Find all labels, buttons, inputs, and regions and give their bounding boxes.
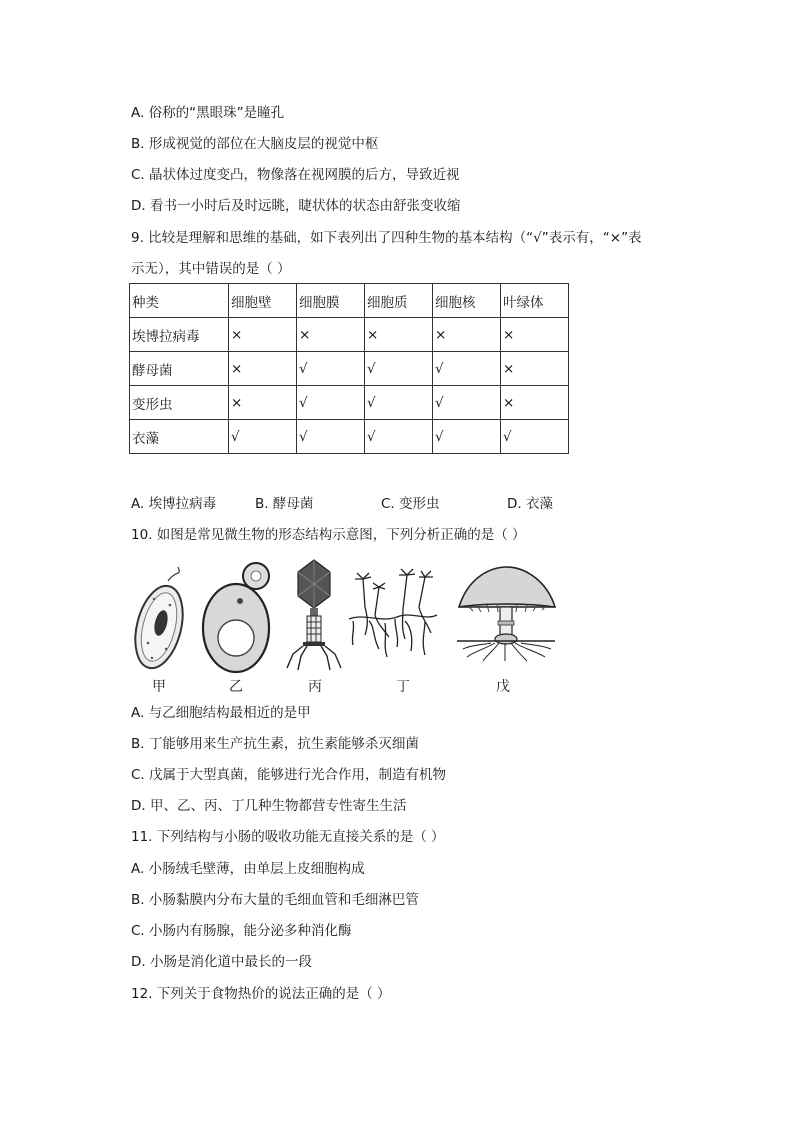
table-cell: √ [433, 352, 501, 386]
q11-option-d: D. 小肠是消化道中最长的一段 [131, 954, 312, 970]
table-row [130, 386, 569, 420]
figure-label-jia: 甲 [152, 679, 166, 695]
table-cell: × [501, 318, 569, 352]
table-header-cell: 叶绿体 [501, 284, 569, 318]
table-cell: √ [297, 352, 365, 386]
q9-stem-line2: 示无），其中错误的是（ ） [131, 261, 291, 277]
table-header-cell: 细胞膜 [297, 284, 365, 318]
bacteriophage-figure [283, 558, 345, 674]
q8-option-d: D. 看书一小时后及时远眺，睫状体的状态由舒张变收缩 [131, 198, 461, 214]
table-cell: √ [297, 420, 365, 454]
table-row [130, 352, 569, 386]
q11-option-b: B. 小肠黏膜内分布大量的毛细血管和毛细淋巴管 [131, 892, 419, 908]
q9-option-b: B. 酵母菌 [255, 496, 314, 512]
bacterium-figure [128, 563, 194, 673]
table-cell: × [365, 318, 433, 352]
table-header-cell: 种类 [130, 284, 229, 318]
table-cell: × [501, 352, 569, 386]
yeast-figure [200, 558, 274, 676]
table-cell: 衣藻 [130, 420, 229, 454]
figure-label-wu: 戊 [496, 679, 510, 695]
mushroom-figure [455, 565, 557, 663]
table-cell: × [229, 318, 297, 352]
q9-option-a: A. 埃博拉病毒 [131, 496, 217, 512]
table-cell: √ [501, 420, 569, 454]
q8-option-a: A. 俗称的“黑眼珠”是瞳孔 [131, 105, 285, 121]
table-header-cell: 细胞壁 [229, 284, 297, 318]
table-cell: √ [365, 420, 433, 454]
q12-stem: 12. 下列关于食物热价的说法正确的是（ ） [131, 986, 391, 1002]
table-row [130, 318, 569, 352]
table-cell: √ [229, 420, 297, 454]
table-cell: √ [365, 352, 433, 386]
table-cell: 变形虫 [130, 386, 229, 420]
table-cell: × [433, 318, 501, 352]
q10-option-b: B. 丁能够用来生产抗生素，抗生素能够杀灭细菌 [131, 736, 419, 752]
q10-option-a: A. 与乙细胞结构最相近的是甲 [131, 705, 311, 721]
table-cell: × [297, 318, 365, 352]
q9-stem-line1: 9. 比较是理解和思维的基础，如下表列出了四种生物的基本结构（“√”表示有，“×”表 [131, 230, 642, 246]
q10-option-c: C. 戊属于大型真菌，能够进行光合作用，制造有机物 [131, 767, 447, 783]
table-row [130, 420, 569, 454]
figure-label-bing: 丙 [308, 679, 322, 695]
figure-label-yi: 乙 [229, 679, 243, 695]
table-cell: × [229, 352, 297, 386]
table-cell: 埃博拉病毒 [130, 318, 229, 352]
q11-option-a: A. 小肠绒毛壁薄，由单层上皮细胞构成 [131, 861, 365, 877]
q9-option-d: D. 衣藻 [507, 496, 553, 512]
q9-options [131, 495, 553, 513]
table-header-cell: 细胞质 [365, 284, 433, 318]
table-cell: √ [297, 386, 365, 420]
q8-option-c: C. 晶状体过度变凸，物像落在视网膜的后方，导致近视 [131, 167, 460, 183]
table-cell: √ [433, 420, 501, 454]
table-cell: √ [433, 386, 501, 420]
table-header-row [130, 284, 569, 318]
q8-option-b: B. 形成视觉的部位在大脑皮层的视觉中枢 [131, 136, 379, 152]
q10-option-d: D. 甲、乙、丙、丁几种生物都营专性寄生生活 [131, 798, 407, 814]
table-header-cell: 细胞核 [433, 284, 501, 318]
mold-figure [345, 565, 441, 665]
table-cell: × [229, 386, 297, 420]
q11-option-c: C. 小肠内有肠腺，能分泌多种消化酶 [131, 923, 352, 939]
figure-label-ding: 丁 [396, 679, 410, 695]
table-cell: × [501, 386, 569, 420]
table-cell: √ [365, 386, 433, 420]
organism-structure-table [129, 283, 569, 454]
q11-stem: 11. 下列结构与小肠的吸收功能无直接关系的是（ ） [131, 829, 445, 845]
q10-stem: 10. 如图是常见微生物的形态结构示意图，下列分析正确的是（ ） [131, 527, 526, 543]
table-cell: 酵母菌 [130, 352, 229, 386]
q9-option-c: C. 变形虫 [381, 496, 440, 512]
